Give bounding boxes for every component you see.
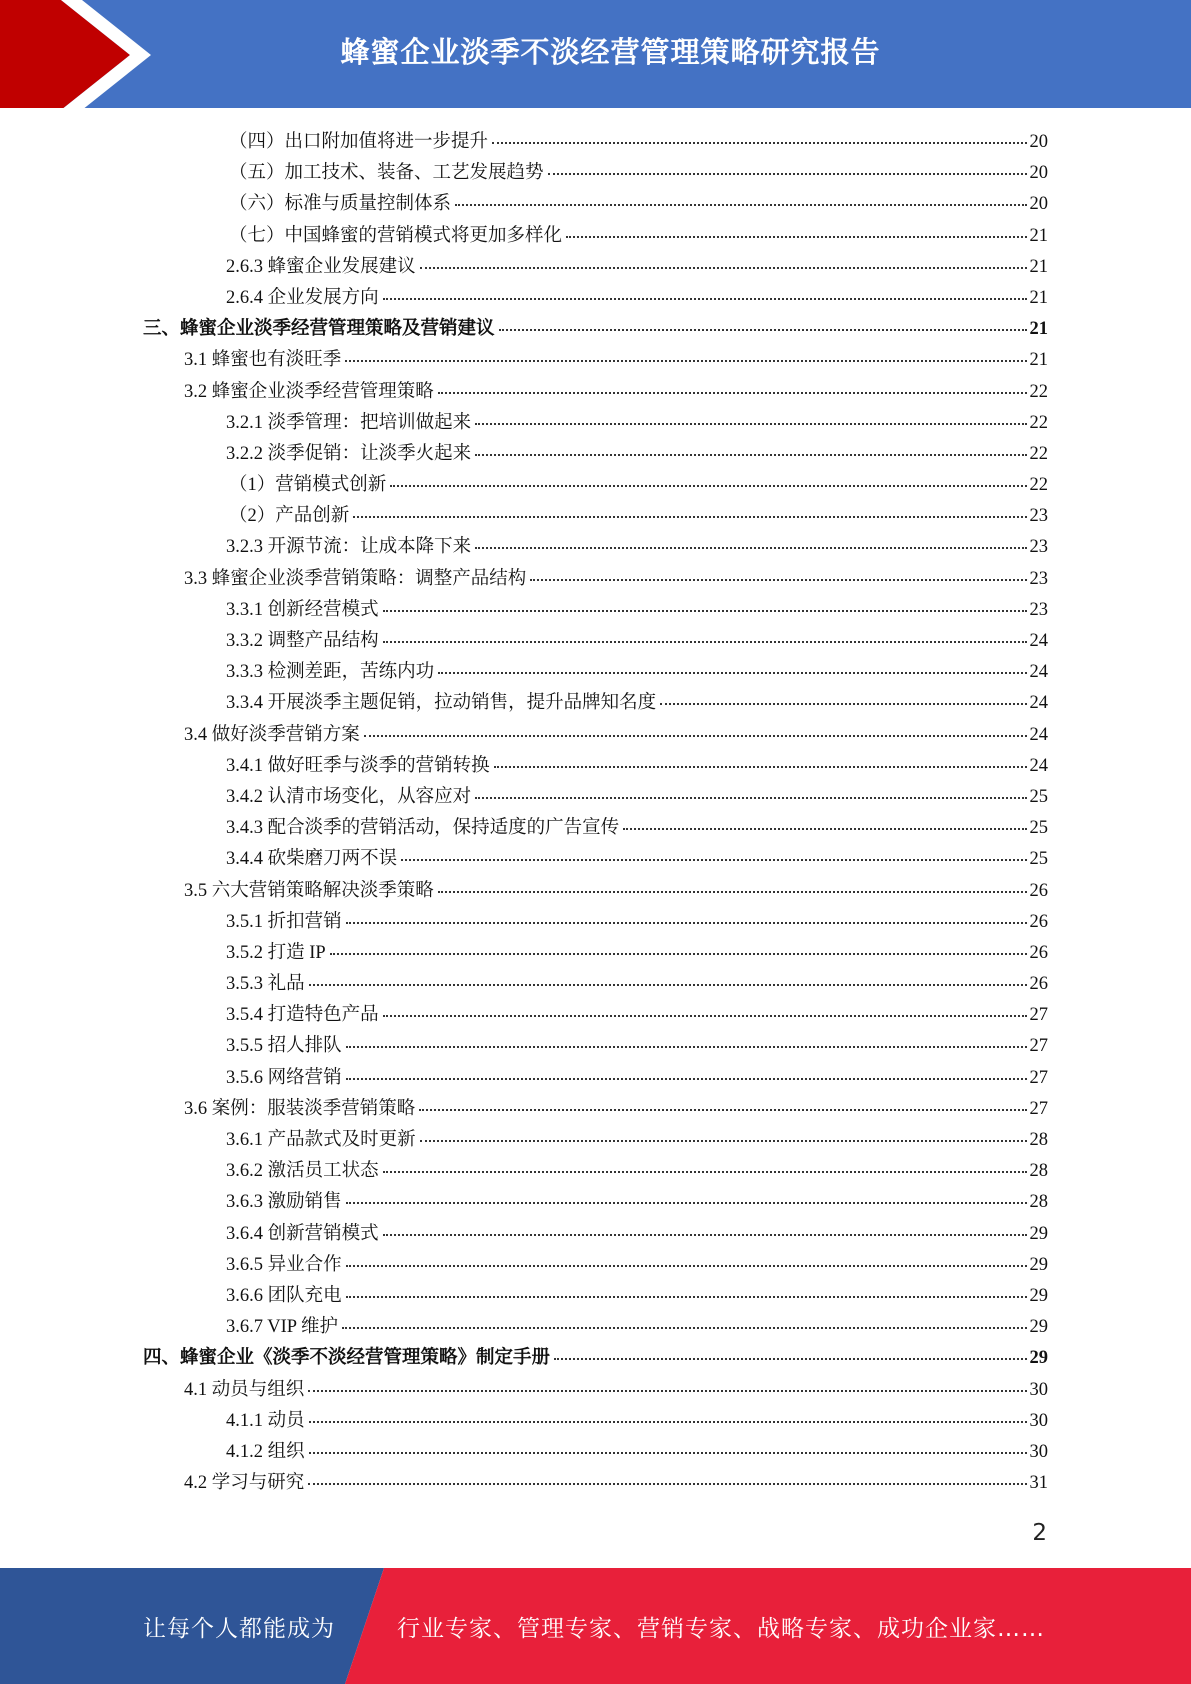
- toc-entry-page-number: 26: [1029, 911, 1048, 932]
- header-bottom-edge: [0, 108, 1191, 110]
- toc-entry-title: 4.1 动员与组织: [184, 1379, 305, 1400]
- footer-slogan-right: 行业专家、管理专家、营销专家、战略专家、成功企业家……: [397, 1615, 1045, 1642]
- toc-entry-title: 3.2 蜂蜜企业淡季经营管理策略: [184, 381, 434, 402]
- toc-dot-leader: [438, 671, 1026, 674]
- toc-entry-page-number: 27: [1029, 1098, 1048, 1119]
- toc-dot-leader: [346, 921, 1027, 924]
- toc-entry[interactable]: [0, 1156, 1191, 1187]
- toc-entry[interactable]: [0, 1187, 1191, 1218]
- toc-dot-leader: [420, 1139, 1027, 1142]
- toc-dot-leader: [548, 172, 1027, 175]
- toc-entry-page-number: 25: [1029, 786, 1048, 807]
- toc-entry[interactable]: [0, 283, 1191, 314]
- toc-entry-page-number: 29: [1029, 1223, 1048, 1244]
- page-number: 2: [1032, 1520, 1047, 1546]
- toc-entry-page-number: 23: [1029, 568, 1048, 589]
- toc-entry-title: 3.2.1 淡季管理：把培训做起来: [226, 412, 472, 433]
- toc-dot-leader: [383, 1233, 1027, 1236]
- toc-entry[interactable]: [0, 439, 1191, 470]
- toc-entry[interactable]: [0, 1063, 1191, 1094]
- toc-entry-title: 3.5.6 网络营销: [226, 1067, 342, 1088]
- toc-entry[interactable]: [0, 813, 1191, 844]
- toc-entry-title: 2.6.4 企业发展方向: [226, 287, 379, 308]
- toc-entry[interactable]: [0, 938, 1191, 969]
- toc-entry-title: 3.2.2 淡季促销：让淡季火起来: [226, 443, 472, 464]
- toc-entry[interactable]: [0, 1406, 1191, 1437]
- toc-entry-title: 3.5.4 打造特色产品: [226, 1005, 379, 1026]
- toc-entry-page-number: 27: [1029, 1067, 1048, 1088]
- toc-dot-leader: [660, 702, 1026, 705]
- toc-dot-leader: [346, 1295, 1027, 1298]
- toc-entry[interactable]: [0, 314, 1191, 345]
- toc-entry-page-number: 28: [1029, 1130, 1048, 1150]
- toc-dot-leader: [492, 141, 1026, 144]
- toc-dot-leader: [383, 609, 1027, 612]
- toc-entry[interactable]: [0, 751, 1191, 782]
- toc-dot-leader: [530, 578, 1026, 581]
- toc-dot-leader: [345, 359, 1026, 362]
- toc-entry-title: 3.5 六大营销策略解决淡季策略: [184, 880, 434, 901]
- toc-dot-leader: [309, 1420, 1027, 1423]
- toc-entry-title: 3.6.4 创新营销模式: [226, 1223, 379, 1244]
- toc-entry-page-number: 24: [1029, 755, 1048, 776]
- toc-entry[interactable]: [0, 564, 1191, 595]
- toc-entry[interactable]: [0, 252, 1191, 283]
- toc-dot-leader: [475, 546, 1026, 549]
- toc-dot-leader: [455, 203, 1026, 206]
- toc-entry-page-number: 31: [1029, 1473, 1048, 1494]
- toc-entry[interactable]: [0, 501, 1191, 532]
- toc-entry-page-number: 26: [1029, 974, 1048, 995]
- toc-entry[interactable]: [0, 1468, 1191, 1499]
- table-of-contents: [0, 127, 1191, 1499]
- toc-dot-leader: [342, 1326, 1026, 1329]
- toc-entry-title: 3.6.6 团队充电: [226, 1285, 342, 1306]
- toc-entry-page-number: 26: [1029, 880, 1048, 901]
- toc-entry-title: 4.2 学习与研究: [184, 1473, 305, 1494]
- toc-entry[interactable]: [0, 1437, 1191, 1468]
- toc-entry-title: 3.3.2 调整产品结构: [226, 631, 379, 651]
- toc-entry-page-number: 28: [1029, 1161, 1048, 1182]
- toc-entry[interactable]: [0, 345, 1191, 376]
- toc-dot-leader: [346, 1045, 1027, 1048]
- toc-entry-title: 3.6.1 产品款式及时更新: [226, 1130, 416, 1150]
- toc-dot-leader: [346, 1077, 1027, 1080]
- toc-entry[interactable]: [0, 127, 1191, 158]
- toc-entry-page-number: 24: [1029, 724, 1048, 745]
- toc-entry-page-number: 23: [1029, 506, 1048, 527]
- toc-entry-page-number: 20: [1029, 163, 1048, 184]
- header-banner: [0, 0, 1191, 110]
- toc-entry-title: 3.6 案例：服装淡季营销策略: [184, 1098, 416, 1119]
- toc-dot-leader: [383, 297, 1027, 300]
- toc-entry-page-number: 29: [1029, 1317, 1048, 1338]
- document-title: 蜂蜜企业淡季不淡经营管理策略研究报告: [340, 34, 881, 69]
- toc-entry[interactable]: [0, 782, 1191, 813]
- toc-entry-page-number: 27: [1029, 1036, 1048, 1057]
- toc-dot-leader: [309, 983, 1027, 986]
- toc-entry-title: 四、蜂蜜企业《淡季不淡经营管理策略》制定手册: [143, 1348, 551, 1369]
- toc-dot-leader: [390, 484, 1026, 487]
- toc-entry-title: （2）产品创新: [229, 506, 350, 527]
- toc-entry-page-number: 27: [1029, 1005, 1048, 1026]
- toc-dot-leader: [420, 266, 1027, 269]
- toc-entry[interactable]: [0, 626, 1191, 657]
- toc-entry[interactable]: [0, 1281, 1191, 1312]
- toc-entry[interactable]: [0, 158, 1191, 189]
- toc-entry[interactable]: [0, 1031, 1191, 1062]
- toc-entry-page-number: 30: [1029, 1410, 1048, 1431]
- toc-dot-leader: [308, 1389, 1026, 1392]
- toc-entry-page-number: 24: [1029, 662, 1048, 683]
- toc-dot-leader: [383, 1170, 1027, 1173]
- toc-entry[interactable]: [0, 408, 1191, 439]
- toc-entry-page-number: 23: [1029, 537, 1048, 558]
- toc-entry-page-number: 21: [1029, 256, 1048, 277]
- toc-entry[interactable]: [0, 1125, 1191, 1156]
- toc-entry-page-number: 26: [1029, 942, 1048, 963]
- toc-entry[interactable]: [0, 969, 1191, 1000]
- toc-entry-page-number: 22: [1029, 412, 1048, 433]
- toc-entry-title: 3.3.1 创新经营模式: [226, 599, 379, 620]
- toc-entry-page-number: 25: [1029, 818, 1048, 839]
- toc-entry[interactable]: [0, 377, 1191, 408]
- toc-dot-leader: [383, 640, 1027, 643]
- toc-entry-title: 3.4.2 认清市场变化，从容应对: [226, 786, 472, 807]
- toc-dot-leader: [475, 422, 1026, 425]
- toc-entry[interactable]: [0, 1312, 1191, 1343]
- toc-entry-title: 4.1.2 组织: [226, 1441, 305, 1462]
- toc-entry-title: 3.4 做好淡季营销方案: [184, 724, 360, 745]
- toc-entry-title: （四）出口附加值将进一步提升: [229, 132, 489, 152]
- toc-entry-title: 3.6.5 异业合作: [226, 1254, 342, 1275]
- toc-entry-page-number: 20: [1029, 132, 1048, 152]
- toc-entry-title: 3.5.2 打造 IP: [226, 942, 326, 963]
- toc-entry-title: 3.1 蜂蜜也有淡旺季: [184, 350, 342, 371]
- toc-entry-page-number: 22: [1029, 475, 1048, 496]
- toc-entry-title: 3.4.3 配合淡季的营销活动，保持适度的广告宣传: [226, 818, 620, 839]
- toc-entry[interactable]: [0, 1375, 1191, 1406]
- toc-entry[interactable]: [0, 876, 1191, 907]
- toc-entry[interactable]: [0, 470, 1191, 501]
- toc-entry-title: （七）中国蜂蜜的营销模式将更加多样化: [229, 225, 563, 246]
- toc-entry-title: 三、蜂蜜企业淡季经营管理策略及营销建议: [143, 319, 495, 340]
- toc-entry-page-number: 23: [1029, 599, 1048, 620]
- toc-entry-page-number: 28: [1029, 1192, 1048, 1213]
- toc-entry[interactable]: [0, 720, 1191, 751]
- toc-dot-leader: [383, 1014, 1027, 1017]
- toc-entry-page-number: 22: [1029, 443, 1048, 464]
- toc-entry-title: （五）加工技术、装备、工艺发展趋势: [229, 163, 544, 184]
- footer-slogan-left: 让每个人都能成为: [143, 1615, 335, 1642]
- toc-entry-page-number: 29: [1029, 1254, 1048, 1275]
- toc-entry-title: （六）标准与质量控制体系: [229, 194, 452, 215]
- toc-entry[interactable]: [0, 1219, 1191, 1250]
- toc-dot-leader: [353, 515, 1026, 518]
- toc-entry[interactable]: [0, 844, 1191, 875]
- toc-entry-title: 3.2.3 开源节流：让成本降下来: [226, 537, 472, 558]
- toc-entry[interactable]: [0, 221, 1191, 252]
- toc-dot-leader: [566, 235, 1026, 238]
- toc-entry-page-number: 21: [1029, 350, 1048, 371]
- toc-entry-page-number: 21: [1029, 287, 1048, 308]
- toc-dot-leader: [308, 1482, 1026, 1485]
- toc-entry-page-number: 21: [1029, 319, 1048, 340]
- toc-entry-title: 3.6.2 激活员工状态: [226, 1161, 379, 1182]
- toc-entry[interactable]: [0, 907, 1191, 938]
- toc-entry[interactable]: [0, 1000, 1191, 1031]
- toc-entry-title: 4.1.1 动员: [226, 1410, 305, 1431]
- toc-entry-page-number: 24: [1029, 693, 1048, 714]
- toc-entry[interactable]: [0, 1343, 1191, 1374]
- toc-entry-page-number: 25: [1029, 849, 1048, 870]
- toc-dot-leader: [494, 765, 1027, 768]
- toc-entry-title: 3.5.3 礼品: [226, 974, 305, 995]
- toc-entry[interactable]: [0, 1094, 1191, 1125]
- toc-dot-leader: [623, 827, 1026, 830]
- toc-entry[interactable]: [0, 532, 1191, 563]
- toc-entry-page-number: 30: [1029, 1441, 1048, 1462]
- toc-entry-title: 3.6.7 VIP 维护: [226, 1317, 339, 1338]
- toc-entry[interactable]: [0, 189, 1191, 220]
- toc-entry-title: 3.6.3 激励销售: [226, 1192, 342, 1213]
- toc-entry-title: 2.6.3 蜂蜜企业发展建议: [226, 256, 416, 277]
- toc-entry[interactable]: [0, 595, 1191, 626]
- toc-entry-title: 3.3.3 检测差距，苦练内功: [226, 662, 435, 683]
- toc-entry-title: 3.3.4 开展淡季主题促销，拉动销售，提升品牌知名度: [226, 693, 657, 714]
- toc-dot-leader: [438, 890, 1027, 893]
- footer-banner: [0, 1568, 1191, 1684]
- toc-dot-leader: [475, 796, 1026, 799]
- toc-dot-leader: [419, 1108, 1026, 1111]
- toc-entry-page-number: 30: [1029, 1379, 1048, 1400]
- toc-dot-leader: [346, 1264, 1027, 1267]
- toc-entry-page-number: 29: [1029, 1348, 1048, 1369]
- toc-entry-title: 3.4.1 做好旺季与淡季的营销转换: [226, 755, 490, 776]
- toc-dot-leader: [346, 1201, 1027, 1204]
- toc-entry-page-number: 20: [1029, 194, 1048, 215]
- toc-dot-leader: [330, 952, 1027, 955]
- toc-dot-leader: [438, 391, 1027, 394]
- toc-dot-leader: [364, 734, 1027, 737]
- toc-dot-leader: [499, 328, 1027, 331]
- toc-entry-title: 3.3 蜂蜜企业淡季营销策略：调整产品结构: [184, 568, 527, 589]
- toc-entry-page-number: 24: [1029, 631, 1048, 651]
- toc-entry-title: 3.4.4 砍柴磨刀两不误: [226, 849, 398, 870]
- toc-entry-page-number: 21: [1029, 225, 1048, 246]
- toc-entry-page-number: 22: [1029, 381, 1048, 402]
- toc-entry[interactable]: [0, 657, 1191, 688]
- toc-dot-leader: [309, 1451, 1027, 1454]
- toc-entry[interactable]: [0, 1250, 1191, 1281]
- toc-dot-leader: [475, 453, 1026, 456]
- toc-dot-leader: [554, 1357, 1026, 1360]
- toc-entry[interactable]: [0, 688, 1191, 719]
- toc-entry-page-number: 29: [1029, 1285, 1048, 1306]
- toc-entry-title: （1）营销模式创新: [229, 475, 387, 496]
- toc-dot-leader: [401, 858, 1026, 861]
- toc-entry-title: 3.5.1 折扣营销: [226, 911, 342, 932]
- toc-entry-title: 3.5.5 招人排队: [226, 1036, 342, 1057]
